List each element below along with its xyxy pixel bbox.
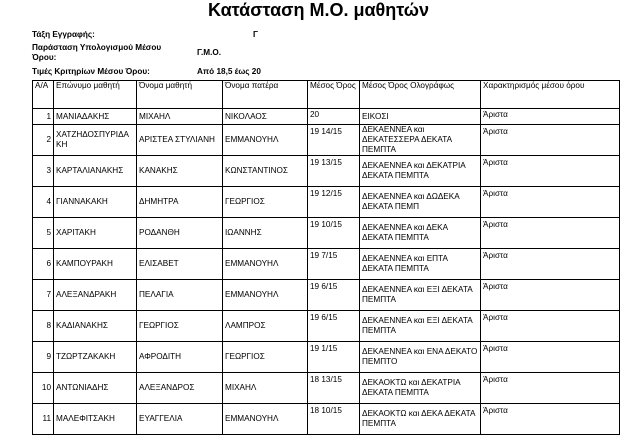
cell-avg: 19 12/15 xyxy=(308,187,360,218)
header-aa: Α/Α xyxy=(33,81,54,109)
cell-char: Άριστα xyxy=(481,218,620,249)
cell-avg: 19 14/15 xyxy=(308,125,360,156)
report-title: Κατάσταση Μ.Ο. μαθητών xyxy=(207,0,430,20)
cell-aa: 5 xyxy=(33,218,54,249)
cell-words: ΔΕΚΑΟΚΤΩ και ΔΕΚΑ ΔΕΚΑΤΑ ΠΕΜΠΤΑ xyxy=(360,404,481,435)
cell-avg: 20 xyxy=(308,109,360,125)
cell-char: Άριστα xyxy=(481,404,620,435)
cell-father: ΕΜΜΑΝΟΥΗΛ xyxy=(223,280,308,311)
cell-aa: 4 xyxy=(33,187,54,218)
cell-words: ΔΕΚΑΕΝΝΕΑ και ΕΝΑ ΔΕΚΑΤΟ ΠΕΜΠΤΟ xyxy=(360,342,481,373)
cell-surname: ΚΑΔΙΑΝΑΚΗΣ xyxy=(54,311,137,342)
cell-father: ΕΜΜΑΝΟΥΗΛ xyxy=(223,125,308,156)
cell-char: Άριστα xyxy=(481,342,620,373)
cell-aa: 9 xyxy=(33,342,54,373)
cell-aa: 2 xyxy=(33,125,54,156)
cell-name: ΑΡΙΣΤΕΑ ΣΤΥΛΙΑΝΗ xyxy=(137,125,223,156)
header-char: Χαρακτηρισμός μέσου όρου xyxy=(481,81,620,109)
table-row xyxy=(33,373,620,404)
cell-words: ΔΕΚΑΕΝΝΕΑ και ΕΞΙ ΔΕΚΑΤΑ ΠΕΜΠΤΑ xyxy=(360,311,481,342)
cell-surname: ΜΑΛΕΦΙΤΣΑΚΗ xyxy=(54,404,137,435)
cell-words: ΕΙΚΟΣΙ xyxy=(360,109,481,125)
cell-avg: 18 10/15 xyxy=(308,404,360,435)
cell-name: ΠΕΛΑΓΙΑ xyxy=(137,280,223,311)
class-label: Τάξη Εγγραφής: xyxy=(32,30,95,39)
cell-char: Άριστα xyxy=(481,373,620,404)
cell-aa: 8 xyxy=(33,311,54,342)
cell-char: Άριστα xyxy=(481,311,620,342)
cell-avg: 19 1/15 xyxy=(308,342,360,373)
range-label: Τιμές Κριτηρίων Μέσου Όρου: xyxy=(32,67,150,76)
cell-char: Άριστα xyxy=(481,109,620,125)
table-row xyxy=(33,109,620,125)
cell-father: ΙΩΑΝΝΗΣ xyxy=(223,218,308,249)
cell-surname: ΤΖΩΡΤΖΑΚΑΚΗ xyxy=(54,342,137,373)
param-label-line2: Όρου: xyxy=(32,53,57,62)
table-row xyxy=(33,125,620,156)
cell-words: ΔΕΚΑΕΝΝΕΑ και ΕΞΙ ΔΕΚΑΤΑ ΠΕΜΠΤΑ xyxy=(360,280,481,311)
cell-father: ΛΑΜΠΡΟΣ xyxy=(223,311,308,342)
cell-avg: 19 7/15 xyxy=(308,249,360,280)
cell-father: ΜΙΧΑΗΛ xyxy=(223,373,308,404)
cell-name: ΚΑΝΑΚΗΣ xyxy=(137,156,223,187)
cell-surname: ΑΝΤΩΝΙΑΔΗΣ xyxy=(54,373,137,404)
cell-surname: ΚΑΜΠΟΥΡΑΚΗ xyxy=(54,249,137,280)
cell-words: ΔΕΚΑΕΝΝΕΑ και ΔΕΚΑ ΔΕΚΑΤΑ ΠΕΜΠΤΑ xyxy=(360,218,481,249)
table-row xyxy=(33,249,620,280)
header-surname: Επώνυμο μαθητή xyxy=(54,81,137,109)
cell-father: ΕΜΜΑΝΟΥΗΛ xyxy=(223,404,308,435)
cell-avg: 19 6/15 xyxy=(308,280,360,311)
cell-char: Άριστα xyxy=(481,280,620,311)
cell-words: ΔΕΚΑΟΚΤΩ και ΔΕΚΑΤΡΙΑ ΔΕΚΑΤΑ ΠΕΜΠΤΑ xyxy=(360,373,481,404)
cell-surname: ΧΑΤΖΗΔΟΣΠΥΡΙΔΑΚΗ xyxy=(54,125,137,156)
table-row xyxy=(33,404,620,435)
cell-char: Άριστα xyxy=(481,156,620,187)
cell-char: Άριστα xyxy=(481,187,620,218)
cell-surname: ΑΛΕΞΑΝΔΡΑΚΗ xyxy=(54,280,137,311)
cell-words: ΔΕΚΑΕΝΝΕΑ και ΔΕΚΑΤΕΣΣΕΡΑ ΔΕΚΑΤΑ ΠΕΜΠΤΑ xyxy=(360,125,481,156)
cell-name: ΕΥΑΓΓΕΛΙΑ xyxy=(137,404,223,435)
cell-aa: 11 xyxy=(33,404,54,435)
cell-aa: 3 xyxy=(33,156,54,187)
cell-words: ΔΕΚΑΕΝΝΕΑ και ΕΠΤΑ ΔΕΚΑΤΑ ΠΕΜΠΤΑ xyxy=(360,249,481,280)
header-words: Μέσος Όρος Ολογράφως xyxy=(360,81,481,109)
cell-surname: ΓΙΑΝΝΑΚΑΚΗ xyxy=(54,187,137,218)
cell-surname: ΜΑΝΙΑΔΑΚΗΣ xyxy=(54,109,137,125)
table-row xyxy=(33,342,620,373)
cell-avg: 19 13/15 xyxy=(308,156,360,187)
cell-char: Άριστα xyxy=(481,249,620,280)
table-header-row xyxy=(33,81,620,109)
table-row xyxy=(33,280,620,311)
cell-name: ΡΟΔΑΝΘΗ xyxy=(137,218,223,249)
cell-name: ΓΕΩΡΓΙΟΣ xyxy=(137,311,223,342)
cell-father: ΚΩΝΣΤΑΝΤΙΝΟΣ xyxy=(223,156,308,187)
cell-name: ΑΦΡΟΔΙΤΗ xyxy=(137,342,223,373)
header-father: Όνομα πατέρα xyxy=(223,81,308,109)
students-table xyxy=(32,80,620,435)
table-row xyxy=(33,156,620,187)
cell-surname: ΚΑΡΤΑΛΙΑΝΑΚΗΣ xyxy=(54,156,137,187)
table-row xyxy=(33,311,620,342)
range-value: Από 18,5 έως 20 xyxy=(197,67,261,76)
cell-name: ΜΙΧΑΗΛ xyxy=(137,109,223,125)
cell-name: ΑΛΕΞΑΝΔΡΟΣ xyxy=(137,373,223,404)
cell-avg: 18 13/15 xyxy=(308,373,360,404)
cell-father: ΝΙΚΟΛΑΟΣ xyxy=(223,109,308,125)
class-value: Γ xyxy=(253,30,258,39)
cell-aa: 1 xyxy=(33,109,54,125)
table-row xyxy=(33,187,620,218)
header-avg: Μέσος Όρος xyxy=(308,81,360,109)
cell-name: ΔΗΜΗΤΡΑ xyxy=(137,187,223,218)
cell-name: ΕΛΙΣΑΒΕΤ xyxy=(137,249,223,280)
cell-words: ΔΕΚΑΕΝΝΕΑ και ΔΕΚΑΤΡΙΑ ΔΕΚΑΤΑ ΠΕΜΠΤΑ xyxy=(360,156,481,187)
param-value: Γ.Μ.Ο. xyxy=(197,48,222,57)
cell-father: ΓΕΩΡΓΙΟΣ xyxy=(223,342,308,373)
cell-father: ΓΕΩΡΓΙΟΣ xyxy=(223,187,308,218)
cell-avg: 19 6/15 xyxy=(308,311,360,342)
cell-aa: 10 xyxy=(33,373,54,404)
header-name: Όνομα μαθητή xyxy=(137,81,223,109)
table-row xyxy=(33,218,620,249)
param-label-line1: Παράσταση Υπολογισμού Μέσου xyxy=(32,43,162,52)
cell-avg: 19 10/15 xyxy=(308,218,360,249)
cell-words: ΔΕΚΑΕΝΝΕΑ και ΔΩΔΕΚΑ ΔΕΚΑΤΑ ΠΕΜΠ xyxy=(360,187,481,218)
cell-aa: 7 xyxy=(33,280,54,311)
cell-char: Άριστα xyxy=(481,125,620,156)
cell-surname: ΧΑΡΙΤΑΚΗ xyxy=(54,218,137,249)
cell-aa: 6 xyxy=(33,249,54,280)
cell-father: ΕΜΜΑΝΟΥΗΛ xyxy=(223,249,308,280)
